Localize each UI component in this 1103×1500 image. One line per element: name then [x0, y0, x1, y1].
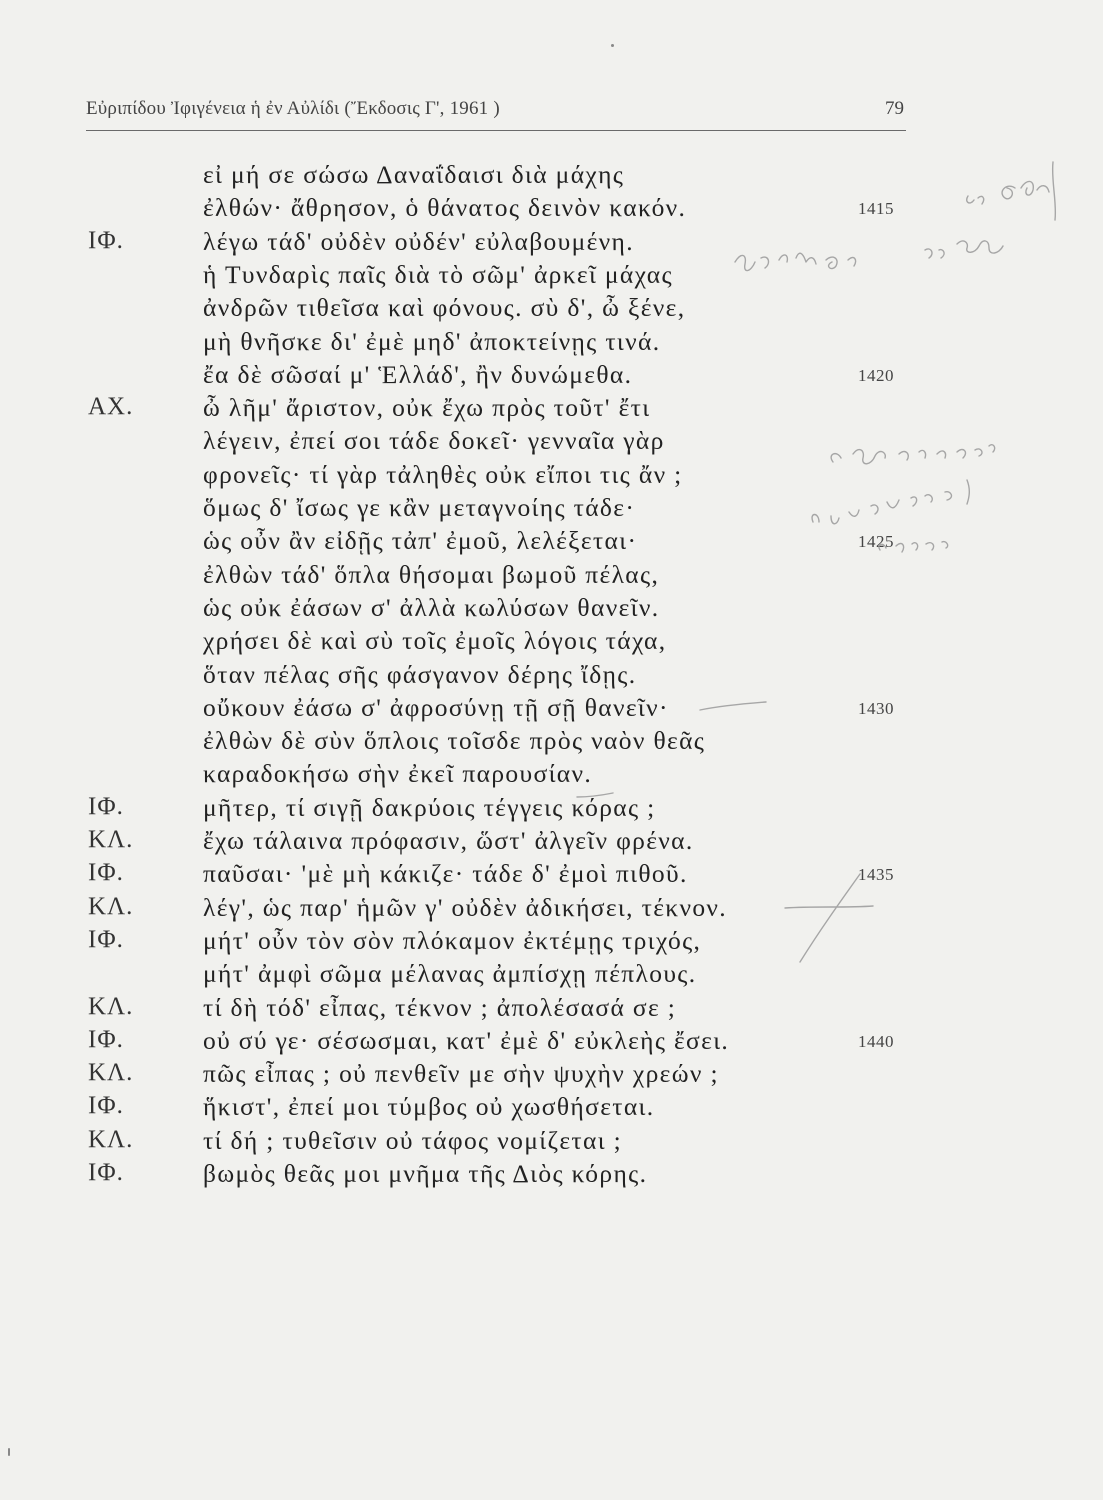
verse-line: [0, 926, 1103, 959]
verse-text: ὡς οὐκ ἐάσων σ' ἀλλὰ κωλύσων θανεῖν.: [203, 592, 660, 622]
verse-text: καραδοκήσω σὴν ἐκεῖ παρουσίαν.: [203, 759, 593, 789]
page-number: 79: [885, 98, 904, 119]
verse-text: φρονεῖς· τί γὰρ τἀληθὲς οὐκ εἴποι τις ἄν ;: [203, 459, 683, 489]
speaker-label: ΙΦ.: [88, 1159, 124, 1186]
verse-line: [0, 1126, 1103, 1159]
line-number: 1415: [858, 199, 894, 219]
verse-line: [0, 393, 1103, 426]
verse-line: [0, 826, 1103, 859]
verse-text: ἡ Τυνδαρὶς παῖς διὰ τὸ σῶμ' ἀρκεῖ μάχας: [203, 259, 673, 289]
speaker-label: ΚΛ.: [88, 892, 134, 920]
line-number: 1440: [858, 1031, 894, 1051]
verse-text: λέγ', ὡς παρ' ἡμῶν γ' οὐδὲν ἀδικήσει, τέκνον.: [203, 892, 728, 922]
verse-line: [0, 1159, 1103, 1192]
line-number: 1420: [858, 365, 894, 385]
verse-text: ἐλθὼν δὲ σὺν ὅπλοις τοῖσδε πρὸς ναὸν θεᾶς: [203, 726, 706, 756]
line-number: 1425: [858, 532, 894, 552]
verse-line: [0, 193, 1103, 226]
verse-line: [0, 493, 1103, 526]
line-number: 1430: [858, 698, 894, 718]
verse-line: [0, 859, 1103, 892]
verse-text: ἐλθών· ἄθρησον, ὁ θάνατος δεινὸν κακόν.: [203, 193, 687, 223]
verse-text: ὅταν πέλας σῆς φάσγανον δέρης ἴδῃς.: [203, 659, 637, 689]
verse-line: [0, 327, 1103, 360]
verse-text: εἰ μή σε σώσω Δαναΐδαισι διὰ μάχης: [203, 160, 625, 189]
verse-line: [0, 593, 1103, 626]
verse-line: [0, 460, 1103, 493]
speaker-label: ΚΛ.: [88, 1059, 134, 1087]
verse-text: ἔα δὲ σῶσαί μ' Ἑλλάδ', ἢν δυνώμεθα.: [203, 359, 633, 389]
verse-text: μὴ θνῆσκε δι' ἐμὲ μηδ' ἀποκτείνῃς τινά.: [203, 326, 661, 356]
verse-text: τί δὴ τόδ' εἶπας, τέκνον ; ἀπολέσασά σε ;: [203, 992, 677, 1022]
verse-text: ὅμως δ' ἴσως γε κἂν μεταγνοίης τάδε·: [203, 493, 636, 522]
verse-line: [0, 260, 1103, 293]
verse-line: [0, 293, 1103, 326]
verse-line: [0, 526, 1103, 559]
verse-line: [0, 793, 1103, 826]
speaker-label: ΙΦ.: [88, 859, 124, 887]
speaker-label: ΙΦ.: [88, 925, 124, 953]
verse-text: ἥκιστ', ἐπεί μοι τύμβος οὐ χωσθήσεται.: [203, 1092, 655, 1122]
speaker-label: ΙΦ.: [88, 226, 124, 254]
verse-line: [0, 560, 1103, 593]
speaker-label: ΚΛ.: [88, 826, 134, 853]
speaker-label: ΚΛ.: [88, 1125, 134, 1153]
verse-text: πῶς εἶπας ; οὐ πενθεῖν με σὴν ψυχὴν χρεών ;: [203, 1059, 719, 1089]
speaker-label: ΚΛ.: [88, 992, 134, 1020]
verse-line: [0, 993, 1103, 1026]
verse-text: οὔκουν ἐάσω σ' ἀφροσύνῃ τῇ σῇ θανεῖν·: [203, 692, 669, 722]
verse-text: βωμὸς θεᾶς μοι μνῆμα τῆς Διὸς κόρης.: [203, 1159, 648, 1188]
verse-text: μῆτερ, τί σιγῇ δακρύοις τέγγεις κόρας ;: [203, 792, 656, 822]
verse-line: [0, 360, 1103, 393]
verse-text: μήτ' ἀμφὶ σῶμα μέλανας ἀμπίσχῃ πέπλους.: [203, 959, 697, 989]
scan-speck: [611, 44, 614, 47]
speaker-label: ΑΧ.: [88, 393, 134, 421]
verse-line: [0, 660, 1103, 693]
speaker-label: ΙΦ.: [88, 792, 124, 820]
verse-line: [0, 1026, 1103, 1059]
speaker-label: ΙΦ.: [88, 1025, 124, 1053]
verse-line: [0, 759, 1103, 792]
scan-speck: [8, 1448, 10, 1456]
verse-text: οὐ σύ γε· σέσωσμαι, κατ' ἐμὲ δ' εὐκλεὴς ἔσει.: [203, 1025, 730, 1055]
verse-text: ὦ λῆμ' ἄριστον, οὐκ ἔχω πρὸς τοῦτ' ἔτι: [203, 393, 651, 423]
speaker-label: ΙΦ.: [88, 1092, 124, 1120]
verse-text: παῦσαι· 'μὲ μὴ κάκιζε· τάδε δ' ἐμοὶ πιθοῦ.: [203, 859, 688, 889]
verse-line: [0, 160, 1103, 193]
line-number: 1435: [858, 865, 894, 885]
page-header: [86, 98, 906, 131]
verse-text: τί δή ; τυθεῖσιν οὐ τάφος νομίζεται ;: [203, 1125, 623, 1155]
verse-line: [0, 426, 1103, 459]
verse-text: λέγειν, ἐπεί σοι τάδε δοκεῖ· γενναῖα γὰρ: [203, 426, 665, 456]
verse-text: ὡς οὖν ἂν εἰδῇς τἀπ' ἐμοῦ, λελέξεται·: [203, 526, 638, 556]
verse-line: [0, 227, 1103, 260]
verse-text: χρήσει δὲ καὶ σὺ τοῖς ἐμοῖς λόγοις τάχα,: [203, 626, 667, 656]
verse-text: ἐλθὼν τάδ' ὅπλα θήσομαι βωμοῦ πέλας,: [203, 559, 660, 589]
verse-line: [0, 1092, 1103, 1125]
verse-line: [0, 1059, 1103, 1092]
verse-text: ἀνδρῶν τιθεῖσα καὶ φόνους. σὺ δ', ὦ ξένε,: [203, 293, 686, 323]
verse-line: [0, 959, 1103, 992]
verse-line: [0, 626, 1103, 659]
verse-text: μήτ' οὖν τὸν σὸν πλόκαμον ἐκτέμῃς τριχός,: [203, 925, 702, 955]
verse-line: [0, 726, 1103, 759]
verse-text: ἔχω τάλαινα πρόφασιν, ὥστ' ἀλγεῖν φρένα.: [203, 826, 694, 855]
verse-line: [0, 893, 1103, 926]
running-title: Εὐριπίδου Ἰφιγένεια ἡ ἐν Αὐλίδι (Ἔκδοσις Γ', 1961 ): [86, 98, 500, 119]
verse-line: [0, 693, 1103, 726]
verse-text: λέγω τάδ' οὐδὲν οὐδέν' εὐλαβουμένη.: [203, 226, 634, 256]
